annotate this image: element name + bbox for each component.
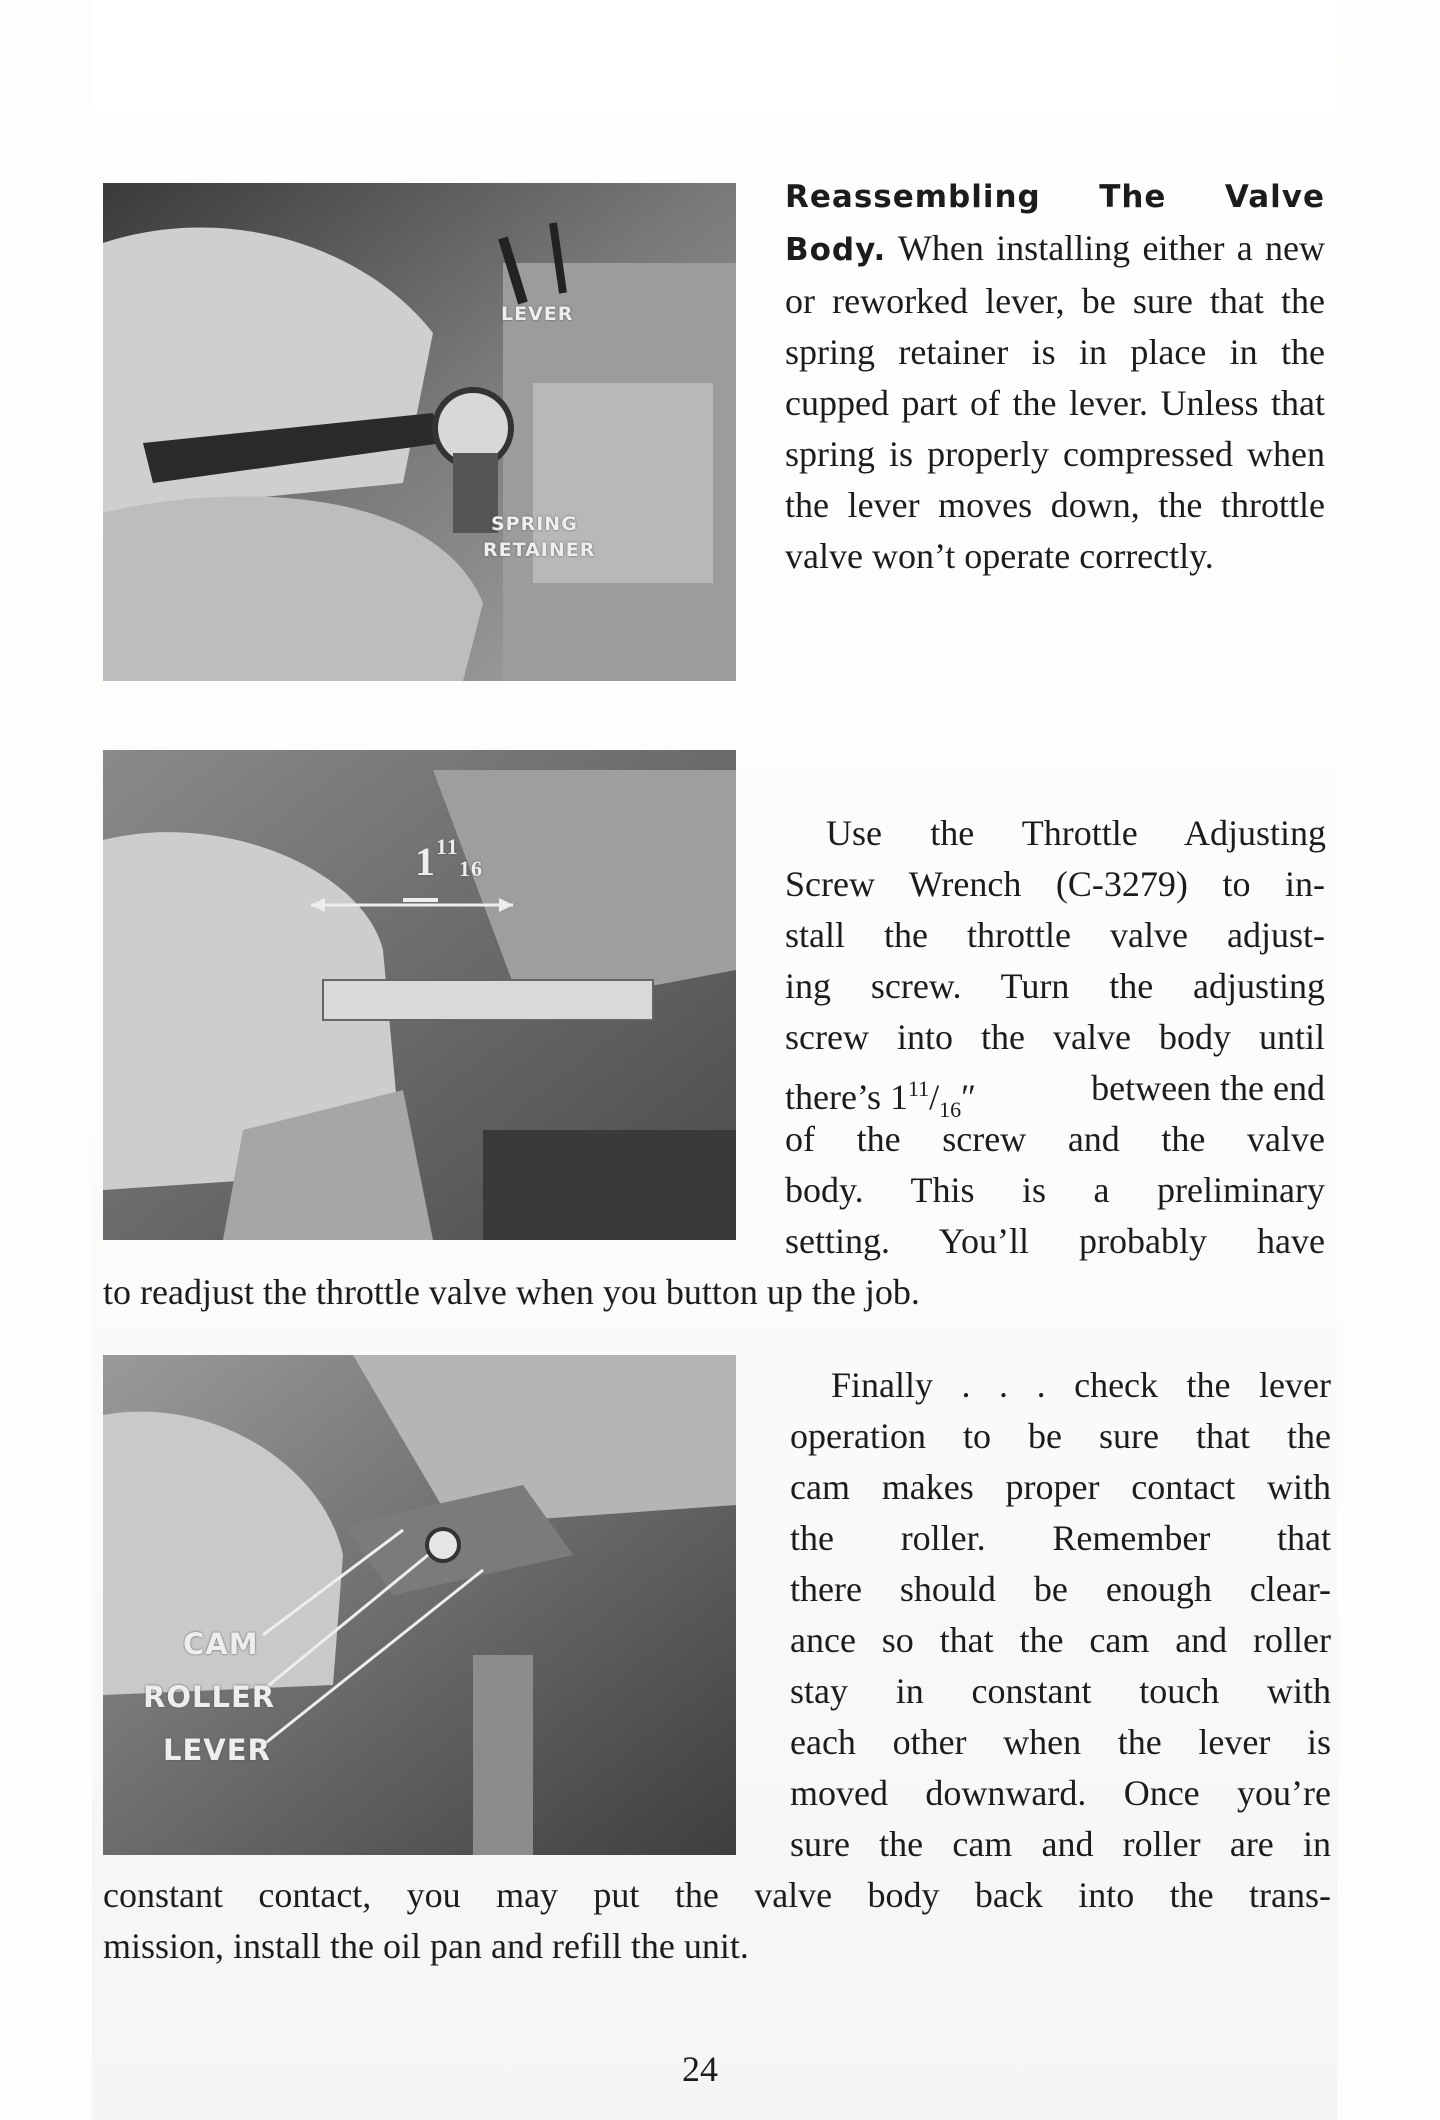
text-line: the roller. Remember that [790,1518,1331,1558]
text-line: constant contact, you may put the valve body back into the trans- [103,1875,1331,1915]
text-line: sure the cam and roller are in [790,1824,1331,1864]
label-lever: LEVER [501,303,574,325]
text-line: ance so that the cam and roller [790,1620,1331,1660]
label-roller: ROLLER [143,1680,276,1714]
text-line: there should be enough clear- [790,1569,1331,1609]
text-line: to readjust the throttle valve when you button up the job. [103,1272,920,1312]
text-line: stay in constant touch with [790,1671,1331,1711]
paragraph-reassembling [785,170,1325,582]
label-measure-denominator: 16 [459,856,483,881]
text-line: body. This is a preliminary [785,1170,1325,1210]
photo-throttle-adjusting-screw [103,750,736,1240]
text-line: Use the Throttle Adjusting [826,813,1326,853]
label-cam: CAM [183,1627,259,1661]
photo-1-image [103,183,736,681]
photo-cam-roller-lever [103,1355,736,1855]
label-lever-2: LEVER [163,1733,271,1767]
label-measure-numerator: 11 [436,834,459,859]
fraction-denominator: 16 [939,1097,962,1123]
inch-mark: ″ [961,1077,977,1117]
page-number: 24 [682,2049,718,2089]
photo-3-image [103,1355,736,1855]
fraction-numerator: 11 [907,1076,930,1101]
text-line: of the screw and the valve [785,1119,1325,1159]
text-line: ing screw. Turn the adjusting [785,966,1325,1006]
text-line: screw into the valve body until [785,1017,1325,1057]
photo-2-image [103,750,736,1240]
text-line: operation to be sure that the [790,1416,1331,1456]
paragraph-heading: Reassembling The Valve Body. [785,179,1325,268]
text-line: stall the throttle valve adjust- [785,915,1325,955]
label-retainer: RETAINER [483,539,596,561]
text-line: Finally . . . check the lever [831,1365,1331,1405]
paragraph-body: When installing either a new or reworked lever, be sure that the spring retainer is in place in the cupped part of the lever. Unless that spring is properly compressed when the lever moves down, the throttle valve won’t operate correctly. [785,228,1325,576]
text-line: each other when the lever is [790,1722,1331,1762]
text-fragment: between the end [1091,1068,1325,1108]
text-line: moved downward. Once you’re [790,1773,1331,1813]
label-measure-whole: 1 [415,839,436,884]
text-line: setting. You’ll probably have [785,1221,1325,1261]
text-line-fraction: there’s $1^{11}/_{16}''$ between the end [785,1063,1325,1135]
text-line: Screw Wrench (C-3279) to in- [785,864,1325,904]
label-spring: SPRING [491,513,578,535]
text-line: cam makes proper contact with [790,1467,1331,1507]
text-line: mission, install the oil pan and refill the unit. [103,1926,749,1966]
text-fragment: there’s 1 [785,1077,908,1117]
photo-lever-spring-retainer [103,183,736,681]
